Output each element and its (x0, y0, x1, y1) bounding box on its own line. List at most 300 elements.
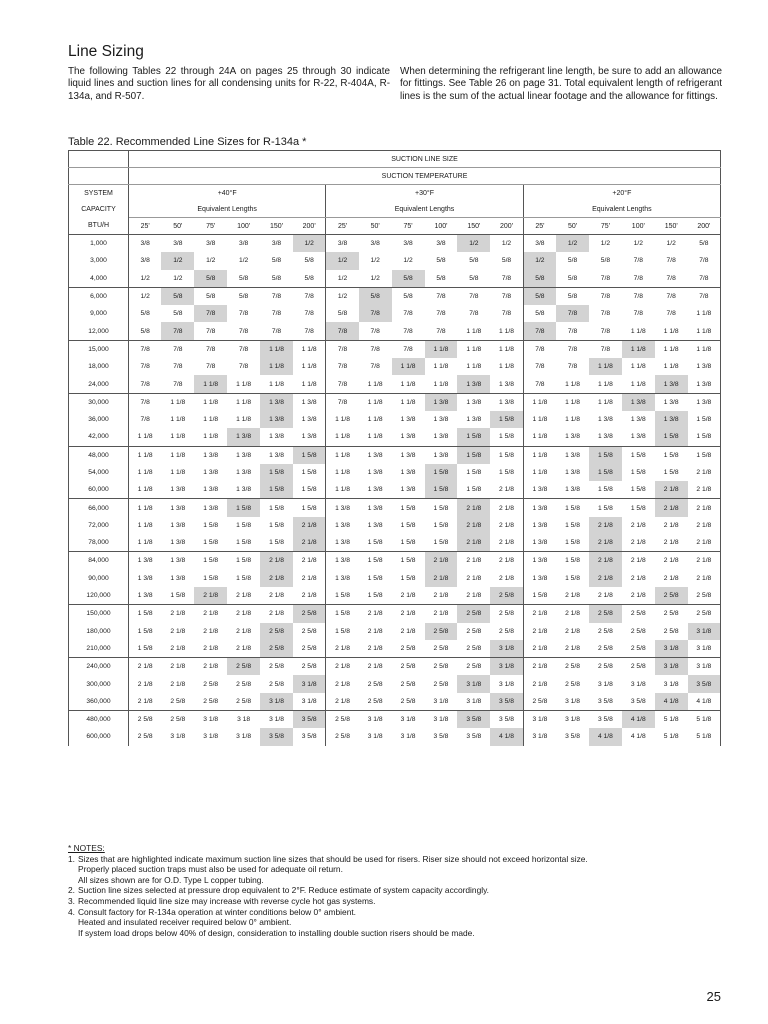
line-size-cell: 1 5/8 (269, 504, 284, 512)
line-size-cell: 7/8 (436, 310, 446, 318)
line-size-cell: 5/8 (359, 287, 392, 305)
line-size-cell: 1 1/8 (326, 428, 359, 446)
line-size-cell: 1 1/8 (433, 363, 449, 371)
capacity-cell: 4,000 (69, 270, 129, 288)
line-size-cell: 2 5/8 (293, 658, 326, 676)
line-size-cell: 1/2 (140, 293, 150, 301)
line-size-cell: 2 1/8 (326, 640, 359, 658)
line-size-cell: 2 1/8 (532, 663, 548, 671)
note-number: 4. (68, 906, 75, 917)
line-size-cell: 1 5/8 (663, 469, 679, 476)
line-size-cell: 5/8 (173, 310, 183, 318)
line-size-cell: 1 1/8 (622, 340, 655, 358)
line-size-cell: 1 3/8 (137, 574, 153, 582)
header-length: 100' (227, 218, 260, 235)
line-size-cell: 3 1/8 (688, 658, 721, 676)
header-system: SYSTEM (69, 185, 129, 202)
note-number: 3. (68, 895, 75, 906)
header-length: 50' (556, 218, 589, 235)
line-size-cell: 7/8 (490, 305, 523, 322)
line-size-cell: 2 1/8 (457, 517, 490, 534)
capacity-cell: 42,000 (69, 428, 129, 446)
line-size-cell: 2 1/8 (367, 627, 383, 635)
line-size-cell: 2 1/8 (532, 610, 548, 618)
page-number: 25 (706, 989, 721, 1004)
line-size-cell: 7/8 (194, 305, 227, 322)
line-size-cell: 2 5/8 (425, 623, 458, 640)
line-size-cell: 2 1/8 (490, 552, 523, 570)
line-size-cell: 1 1/8 (170, 416, 186, 424)
line-size-cell: 1/2 (457, 235, 490, 253)
line-size-cell: 1 1/8 (532, 398, 548, 406)
line-size-cell: 1 3/8 (622, 428, 655, 446)
table-row (69, 235, 721, 253)
line-size-cell: 2 1/8 (236, 627, 252, 635)
header-temp-40: +40°F (129, 185, 326, 202)
line-size-cell: 1 5/8 (490, 446, 523, 464)
line-size-cell: 7/8 (535, 345, 545, 353)
line-size-cell: 2 1/8 (622, 587, 655, 605)
line-size-cell: 2 5/8 (688, 605, 721, 623)
line-size-cell: 2 1/8 (293, 587, 326, 605)
line-size-cell: 3 5/8 (622, 693, 655, 711)
header-length: 100' (425, 218, 458, 235)
line-size-cell: 1 5/8 (597, 504, 613, 512)
line-size-cell: 1 3/8 (392, 428, 425, 446)
line-size-cell: 3 5/8 (293, 711, 326, 729)
line-size-cell: 1 5/8 (392, 534, 425, 552)
capacity-cell: 360,000 (69, 693, 129, 711)
line-size-cell: 1 1/8 (335, 416, 350, 424)
note-item (68, 917, 588, 928)
line-size-cell: 1 3/8 (532, 574, 548, 582)
line-size-cell: 1 3/8 (457, 375, 490, 393)
line-size-cell: 7/8 (238, 310, 249, 318)
line-size-cell: 4 1/8 (490, 728, 523, 745)
line-size-cell: 1 5/8 (663, 451, 679, 459)
line-size-cell: 2 1/8 (335, 663, 350, 671)
line-size-cell: 7/8 (567, 345, 578, 353)
line-size-cell: 1 5/8 (457, 446, 490, 464)
line-size-cell: 5 1/8 (688, 728, 721, 745)
line-size-cell: 1 1/8 (129, 428, 162, 446)
line-size-cell: 2 5/8 (457, 605, 490, 623)
line-size-cell: 2 1/8 (425, 570, 458, 587)
line-size-cell: 1 3/8 (532, 521, 548, 529)
capacity-cell: 12,000 (69, 322, 129, 340)
line-size-cell: 1 1/8 (161, 428, 194, 446)
line-size-cell: 1 5/8 (457, 428, 490, 446)
line-size-cell: 7/8 (589, 322, 622, 340)
line-size-cell: 1 5/8 (227, 534, 260, 552)
line-size-cell: 7/8 (600, 293, 611, 301)
line-size-cell: 2 1/8 (532, 627, 548, 635)
line-size-cell: 5/8 (403, 293, 413, 301)
line-size-cell: 2 1/8 (688, 534, 721, 552)
table-row (69, 587, 721, 605)
line-size-cell: 2 5/8 (260, 623, 293, 640)
header-length: 25' (523, 218, 556, 235)
line-size-cell: 1 3/8 (137, 557, 153, 565)
line-size-cell: 3 1/8 (236, 733, 252, 741)
line-size-cell: 2 1/8 (589, 570, 622, 587)
table-row (69, 693, 721, 711)
line-size-cell: 3 1/8 (532, 716, 548, 724)
line-size-cell: 5/8 (490, 252, 523, 269)
line-size-cell: 1 1/8 (194, 428, 227, 446)
line-size-cell: 2 5/8 (622, 640, 655, 658)
line-size-cell: 1 3/8 (326, 534, 359, 552)
header-suction-temperature: SUCTION TEMPERATURE (129, 168, 721, 185)
line-size-cell: 7/8 (238, 363, 249, 371)
line-size-cell: 1 5/8 (433, 521, 449, 529)
line-size-cell: 1 5/8 (589, 446, 622, 464)
line-size-cell: 5/8 (337, 310, 348, 318)
line-size-cell: 3/8 (173, 240, 183, 248)
line-size-cell: 1 1/8 (532, 451, 548, 459)
note-item (68, 875, 588, 886)
table-row (69, 499, 721, 517)
line-size-cell: 3 1/8 (490, 675, 523, 692)
line-size-cell: 1 1/8 (367, 398, 383, 406)
line-size-cell: 2 1/8 (490, 499, 523, 517)
line-size-cell: 2 5/8 (194, 693, 227, 711)
note-item (68, 907, 588, 918)
line-size-cell: 1 1/8 (425, 375, 458, 393)
line-size-cell: 1 3/8 (260, 393, 293, 411)
line-size-cell: 3 1/8 (367, 733, 383, 741)
table-row (69, 446, 721, 464)
line-size-cell: 2 5/8 (655, 587, 688, 605)
line-size-cell: 2 1/8 (137, 663, 153, 671)
line-size-cell: 1 1/8 (260, 340, 293, 358)
line-size-cell: 3 1/8 (367, 716, 383, 724)
line-size-cell: 7/8 (622, 270, 655, 288)
line-size-cell: 2 1/8 (194, 587, 227, 605)
line-size-cell: 3 1/8 (400, 716, 416, 724)
line-size-cell: 3 1/8 (532, 733, 548, 741)
line-size-cell: 1/2 (326, 270, 359, 288)
line-size-cell: 2 5/8 (433, 663, 449, 671)
capacity-cell: 9,000 (69, 305, 129, 322)
line-size-cell: 3 1/8 (688, 640, 721, 658)
line-size-cell: 5/8 (271, 257, 282, 265)
line-size-cell: 1 1/8 (663, 363, 679, 371)
line-size-cell: 2 1/8 (589, 552, 622, 570)
line-size-cell: 7/8 (666, 293, 676, 301)
line-size-cell: 1/2 (523, 252, 556, 269)
line-size-cell: 2 5/8 (293, 605, 326, 623)
line-size-cell: 2 1/8 (425, 552, 458, 570)
line-size-cell: 2 1/8 (688, 464, 721, 481)
line-size-cell: 1 5/8 (565, 574, 580, 582)
note-text: Heated and insulated receiver required below 0° ambient. (78, 917, 292, 928)
capacity-cell: 300,000 (69, 675, 129, 692)
line-size-cell: 1 3/8 (367, 469, 383, 476)
line-size-cell: 1 3/8 (490, 375, 523, 393)
line-size-cell: 2 1/8 (565, 610, 580, 618)
line-size-cell: 1 3/8 (170, 521, 186, 529)
line-size-cell: 2 1/8 (655, 534, 688, 552)
line-size-cell: 1 3/8 (425, 393, 458, 411)
line-size-cell: 3/8 (535, 240, 545, 248)
capacity-cell: 240,000 (69, 658, 129, 676)
line-size-cell: 1 1/8 (170, 469, 186, 476)
line-size-cell: 1 3/8 (367, 504, 383, 512)
header-suction-line-size: SUCTION LINE SIZE (129, 151, 721, 168)
line-size-cell: 1 3/8 (556, 428, 589, 446)
line-size-cell: 1 1/8 (260, 375, 293, 393)
line-size-cell: 2 5/8 (523, 693, 556, 711)
line-size-cell: 1 5/8 (556, 534, 589, 552)
line-size-cell: 2 1/8 (490, 570, 523, 587)
line-size-cell: 1 3/8 (236, 469, 252, 476)
line-size-cell: 1 3/8 (203, 469, 219, 476)
line-size-cell: 1 1/8 (392, 375, 425, 393)
line-size-cell: 1 3/8 (367, 521, 383, 529)
line-size-cell: 2 1/8 (565, 627, 580, 635)
capacity-cell: 48,000 (69, 446, 129, 464)
table-row (69, 605, 721, 623)
line-size-cell: 2 5/8 (597, 663, 613, 671)
line-size-cell: 1 3/8 (335, 504, 350, 512)
line-size-cell: 1 3/8 (170, 557, 186, 565)
line-size-cell: 1 1/8 (523, 428, 556, 446)
line-size-cell: 1 5/8 (565, 557, 580, 565)
line-size-cell: 2 5/8 (170, 716, 186, 724)
table-row (69, 570, 721, 587)
line-size-cell: 7/8 (688, 252, 721, 269)
line-size-cell: 1 5/8 (523, 587, 556, 605)
line-size-cell: 2 1/8 (260, 570, 293, 587)
intro-paragraph-left: The following Tables 22 through 24A on pages 25 through 30 indicate liquid lines and suction lines for all condensing units for R-22, R-404A, R-134a, and R-507. (68, 66, 390, 102)
line-size-cell: 1/2 (293, 235, 326, 253)
line-size-cell: 2 1/8 (556, 640, 589, 658)
line-size-cell: 7/8 (425, 322, 458, 340)
note-item (68, 928, 588, 939)
line-size-cell: 1 5/8 (335, 610, 350, 618)
line-size-cell: 1/2 (337, 293, 348, 301)
line-size-cell: 7/8 (403, 345, 413, 353)
line-size-cell: 7/8 (293, 305, 326, 322)
header-equiv-lengths: Equivalent Lengths (523, 201, 720, 218)
line-size-cell: 1 5/8 (630, 504, 646, 512)
line-size-cell: 2 1/8 (490, 534, 523, 552)
line-size-cell: 7/8 (556, 305, 589, 322)
line-size-cell: 1 1/8 (335, 469, 350, 476)
line-size-cell: 1 3/8 (335, 557, 350, 565)
table-row (69, 305, 721, 322)
table-row (69, 411, 721, 428)
line-size-cell: 1/2 (490, 235, 523, 253)
line-size-cell: 4 1/8 (655, 693, 688, 711)
line-size-cell: 2 5/8 (293, 623, 326, 640)
line-size-cell: 1 3/8 (335, 521, 350, 529)
line-size-cell: 2 1/8 (490, 481, 523, 499)
line-size-cell: 2 1/8 (227, 640, 260, 658)
line-size-cell: 2 5/8 (400, 663, 416, 671)
header-equiv-lengths: Equivalent Lengths (129, 201, 326, 218)
line-size-cell: 1 5/8 (137, 627, 153, 635)
line-size-cell: 3 1/8 (663, 680, 679, 688)
line-size-cell: 4 1/8 (622, 711, 655, 729)
line-size-cell: 1 3/8 (161, 534, 194, 552)
line-size-cell: 1 5/8 (359, 534, 392, 552)
line-size-cell: 3 1/8 (688, 623, 721, 640)
line-size-cell: 3 1/8 (457, 693, 490, 711)
line-size-cell: 1 3/8 (565, 469, 580, 476)
line-size-cell: 1 3/8 (269, 451, 284, 459)
line-size-cell: 1 5/8 (400, 574, 416, 582)
line-size-cell: 2 1/8 (630, 557, 646, 565)
line-size-cell: 2 1/8 (630, 574, 646, 582)
line-size-cell: 7/8 (688, 270, 721, 288)
line-size-cell: 3/8 (370, 240, 380, 248)
line-size-cell: 5/8 (535, 310, 545, 318)
line-size-cell: 2 5/8 (490, 587, 523, 605)
capacity-cell: 6,000 (69, 287, 129, 305)
line-size-cell: 7/8 (271, 310, 282, 318)
line-size-cell: 1 5/8 (293, 446, 326, 464)
header-length: 100' (622, 218, 655, 235)
line-size-cell: 1 1/8 (359, 428, 392, 446)
line-size-cell: 1 5/8 (433, 504, 449, 512)
line-size-cell: 3 5/8 (589, 693, 622, 711)
line-size-cell: 2 5/8 (236, 680, 252, 688)
line-size-cell: 3 18 (237, 716, 251, 724)
line-size-cell: 7/8 (206, 363, 216, 371)
line-size-cell: 1 5/8 (260, 464, 293, 481)
line-size-cell: 3 1/8 (425, 693, 458, 711)
line-size-cell: 2 1/8 (433, 610, 449, 618)
line-size-cell: 7/8 (633, 310, 643, 318)
line-size-cell: 2 5/8 (565, 663, 580, 671)
line-size-cell: 2 1/8 (260, 587, 293, 605)
line-size-cell: 7/8 (469, 293, 479, 301)
line-size-cell: 1 1/8 (688, 340, 721, 358)
line-size-cell: 5/8 (260, 270, 293, 288)
line-size-cell: 2 5/8 (466, 663, 482, 671)
line-size-cell: 2 5/8 (630, 610, 646, 618)
line-size-cell: 1 3/8 (688, 393, 721, 411)
line-size-cell: 1 1/8 (326, 481, 359, 499)
line-size-cell: 1 5/8 (630, 451, 646, 459)
line-size-cell: 1 5/8 (260, 534, 293, 552)
line-size-cell: 2 1/8 (589, 534, 622, 552)
table-row (69, 711, 721, 729)
line-size-cell: 2 1/8 (161, 640, 194, 658)
capacity-cell: 54,000 (69, 464, 129, 481)
capacity-cell: 15,000 (69, 340, 129, 358)
line-size-cell: 1 3/8 (688, 375, 721, 393)
line-size-cell: 2 1/8 (466, 574, 482, 582)
line-size-cell: 4 1/8 (589, 728, 622, 745)
notes (68, 843, 588, 938)
line-size-cell: 1 1/8 (367, 416, 383, 424)
line-size-cell: 1 5/8 (260, 481, 293, 499)
line-size-cell: 7/8 (238, 345, 249, 353)
capacity-cell: 30,000 (69, 393, 129, 411)
line-size-cell: 7/8 (337, 363, 348, 371)
line-size-cell: 1 5/8 (236, 557, 252, 565)
line-size-cell: 2 5/8 (335, 733, 350, 741)
capacity-cell: 3,000 (69, 252, 129, 269)
line-size-cell: 5/8 (161, 287, 194, 305)
line-size-cell: 1 5/8 (203, 557, 219, 565)
line-size-cell: 2 1/8 (367, 663, 383, 671)
line-size-cell: 1 1/8 (425, 340, 458, 358)
line-size-cell: 7/8 (227, 322, 260, 340)
line-size-cell: 3 1/8 (269, 716, 284, 724)
line-size-cell: 7/8 (556, 322, 589, 340)
header-length: 75' (589, 218, 622, 235)
line-size-cell: 2 5/8 (589, 640, 622, 658)
line-size-cell: 1 5/8 (425, 481, 458, 499)
line-size-cell: 1/2 (403, 257, 413, 265)
line-size-cell: 1 3/8 (335, 574, 350, 582)
line-size-cell: 2 1/8 (293, 552, 326, 570)
line-size-cell: 1 3/8 (663, 398, 679, 406)
line-size-cell: 3 5/8 (457, 711, 490, 729)
line-size-cell: 5/8 (227, 270, 260, 288)
line-size-cell: 2 1/8 (227, 587, 260, 605)
line-size-cell: 5/8 (129, 322, 162, 340)
table-row (69, 552, 721, 570)
line-size-cell: 5/8 (425, 270, 458, 288)
note-text: If system load drops below 40% of design, consideration to installing double suction risers should be made. (78, 927, 475, 938)
table-row (69, 252, 721, 269)
line-size-cell: 7/8 (293, 322, 326, 340)
line-size-cell: 7/8 (260, 322, 293, 340)
line-size-cell: 7/8 (370, 345, 380, 353)
line-size-cell: 7/8 (271, 293, 282, 301)
line-size-cell: 2 5/8 (457, 640, 490, 658)
line-size-cell: 2 5/8 (293, 640, 326, 658)
line-size-cell: 2 5/8 (466, 627, 482, 635)
header-equiv-lengths: Equivalent Lengths (326, 201, 523, 218)
line-size-cell: 7/8 (600, 310, 611, 318)
intro-paragraph-right: When determining the refrigerant line length, be sure to add an allowance for fittings. See Table 26 on page 31. Total equivalent length of refrigerant lines is the sum of the actual linear footage and the allowance for fittings. (400, 66, 722, 102)
capacity-cell: 84,000 (69, 552, 129, 570)
header-length: 25' (326, 218, 359, 235)
table-row (69, 287, 721, 305)
line-size-cell: 3/8 (238, 240, 249, 248)
line-size-cell: 1 1/8 (170, 451, 186, 459)
line-size-cell: 7/8 (490, 287, 523, 305)
line-size-cell: 3 5/8 (293, 728, 326, 745)
line-size-cell: 3 1/8 (203, 733, 219, 741)
line-size-cell: 3 1/8 (490, 640, 523, 658)
line-size-cell: 1 5/8 (367, 557, 383, 565)
line-size-cell: 1 1/8 (293, 358, 326, 375)
line-size-cell: 1 1/8 (630, 363, 646, 371)
line-size-cell: 1 1/8 (129, 481, 162, 499)
line-size-cell: 1 3/8 (400, 469, 416, 476)
line-size-cell: 1 1/8 (490, 322, 523, 340)
line-size-cell: 2 1/8 (129, 693, 162, 711)
header-btu: BTU/H (69, 218, 129, 235)
line-size-cell: 7/8 (140, 345, 150, 353)
line-size-cell: 1 1/8 (622, 322, 655, 340)
line-size-cell: 2 1/8 (523, 640, 556, 658)
line-size-cell: 4 1/8 (688, 693, 721, 711)
capacity-cell: 210,000 (69, 640, 129, 658)
table-row (69, 340, 721, 358)
line-size-cell: 2 1/8 (400, 610, 416, 618)
line-size-cell: 2 5/8 (137, 716, 153, 724)
line-size-cell: 1 5/8 (161, 587, 194, 605)
line-size-cell: 1 1/8 (490, 340, 523, 358)
